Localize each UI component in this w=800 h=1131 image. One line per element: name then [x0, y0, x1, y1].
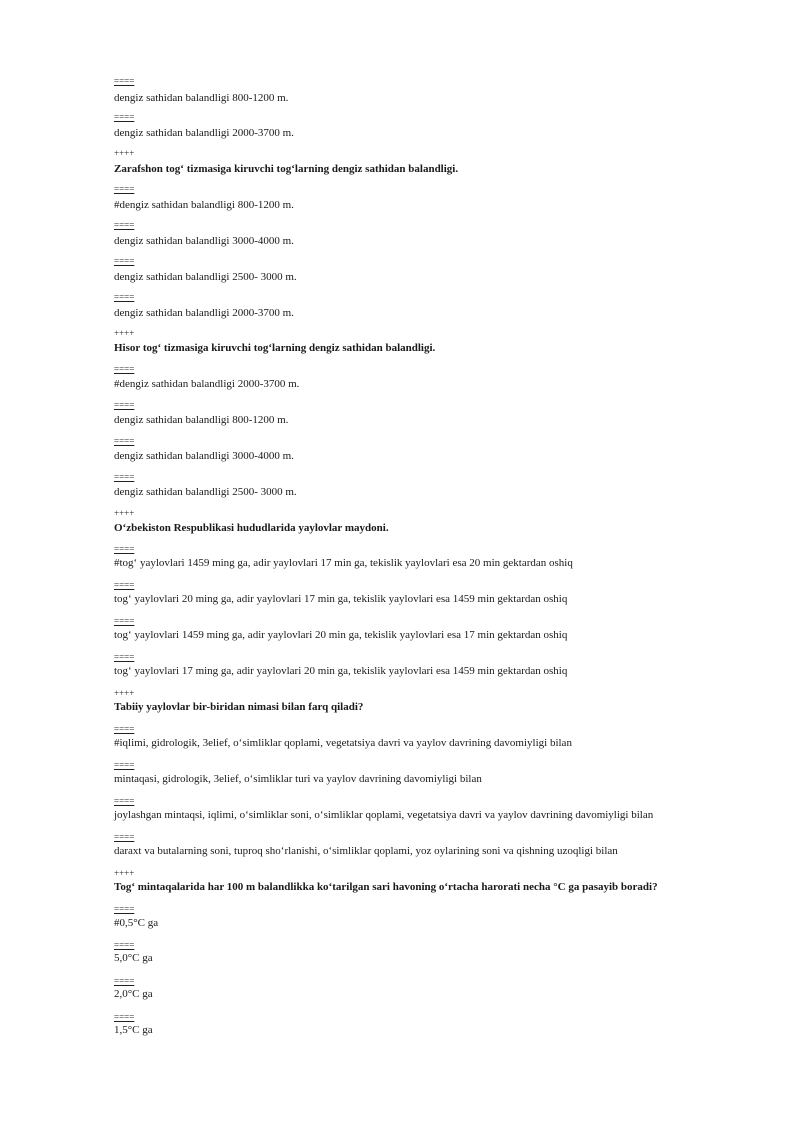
answer-option: 1,5°C ga: [114, 1024, 153, 1036]
answer-separator: ====: [114, 796, 135, 806]
question-text: Tabiiy yaylovlar bir-biridan nimasi bilan farq qiladi?: [114, 701, 364, 713]
answer-option-correct: #dengiz sathidan balandligi 2000-3700 m.: [114, 378, 300, 390]
answer-option: dengiz sathidan balandligi 2500- 3000 m.: [114, 486, 297, 498]
answer-option: dengiz sathidan balandligi 800-1200 m.: [114, 414, 289, 426]
answer-option: dengiz sathidan balandligi 2000-3700 m.: [114, 127, 294, 139]
answer-separator: ====: [114, 364, 135, 374]
answer-option-correct: #0,5°C ga: [114, 917, 159, 929]
answer-option: joylashgan mintaqsi, iqlimi, o‘simliklar soni, o‘simliklar qoplami, vegetatsiya davri va yaylov davrining davomiyligi bilan: [114, 809, 654, 821]
answer-option: mintaqasi, gidrologik, 3elief, o‘simliklar turi va yaylov davrining davomiyligi bilan: [114, 773, 482, 785]
answer-option: dengiz sathidan balandligi 3000-4000 m.: [114, 235, 294, 247]
answer-option: 2,0°C ga: [114, 988, 153, 1000]
answer-option: daraxt va butalarning soni, tuproq sho‘rlanishi, o‘simliklar qoplami, yoz oylarining soni va qishning uzoqligi bilan: [114, 845, 618, 857]
answer-option-correct: #dengiz sathidan balandligi 800-1200 m.: [114, 199, 294, 211]
answer-separator: ====: [114, 112, 135, 122]
answer-separator: ====: [114, 292, 135, 302]
answer-option: dengiz sathidan balandligi 2000-3700 m.: [114, 307, 294, 319]
answer-separator: ====: [114, 544, 135, 554]
answer-separator: ====: [114, 616, 135, 626]
answer-separator: ====: [114, 184, 135, 194]
answer-separator: ====: [114, 472, 135, 482]
answer-option-correct: #iqlimi, gidrologik, 3elief, o‘simliklar qoplami, vegetatsiya davri va yaylov davrining davomiyligi bilan: [114, 737, 572, 749]
question-text: Tog‘ mintaqalarida har 100 m balandlikka ko‘tarilgan sari havoning o‘rtacha harorati necha °C ga pasayib boradi?: [114, 881, 658, 893]
answer-separator: ====: [114, 220, 135, 230]
answer-separator: ====: [114, 976, 135, 986]
answer-separator: ====: [114, 256, 135, 266]
question-separator: ++++: [114, 508, 135, 518]
answer-separator: ====: [114, 724, 135, 734]
answer-option: tog‘ yaylovlari 20 ming ga, adir yaylovlari 17 min ga, tekislik yaylovlari esa 1459 min gektardan oshiq: [114, 593, 568, 605]
question-text: O‘zbekiston Respublikasi hududlarida yaylovlar maydoni.: [114, 522, 389, 534]
question-separator: ++++: [114, 688, 135, 698]
answer-separator: ====: [114, 652, 135, 662]
answer-option: dengiz sathidan balandligi 800-1200 m.: [114, 92, 289, 104]
answer-option: tog‘ yaylovlari 17 ming ga, adir yaylovlari 20 min ga, tekislik yaylovlari esa 1459 min gektardan oshiq: [114, 665, 568, 677]
answer-option: dengiz sathidan balandligi 2500- 3000 m.: [114, 271, 297, 283]
answer-option: dengiz sathidan balandligi 3000-4000 m.: [114, 450, 294, 462]
question-separator: ++++: [114, 328, 135, 338]
question-text: Zarafshon tog‘ tizmasiga kiruvchi tog‘larning dengiz sathidan balandligi.: [114, 163, 459, 175]
answer-separator: ====: [114, 76, 135, 86]
answer-separator: ====: [114, 940, 135, 950]
answer-separator: ====: [114, 832, 135, 842]
answer-separator: ====: [114, 400, 135, 410]
answer-separator: ====: [114, 580, 135, 590]
question-separator: ++++: [114, 868, 135, 878]
answer-option-correct: #tog‘ yaylovlari 1459 ming ga, adir yaylovlari 17 min ga, tekislik yaylovlari esa 20 min gektardan oshiq: [114, 557, 573, 569]
answer-separator: ====: [114, 760, 135, 770]
answer-separator: ====: [114, 436, 135, 446]
answer-option: tog‘ yaylovlari 1459 ming ga, adir yaylovlari 20 min ga, tekislik yaylovlari esa 17 min gektardan oshiq: [114, 629, 568, 641]
question-text: Hisor tog‘ tizmasiga kiruvchi tog‘larning dengiz sathidan balandligi.: [114, 342, 436, 354]
answer-separator: ====: [114, 1012, 135, 1022]
answer-option: 5,0°C ga: [114, 952, 153, 964]
question-separator: ++++: [114, 148, 135, 158]
answer-separator: ====: [114, 904, 135, 914]
